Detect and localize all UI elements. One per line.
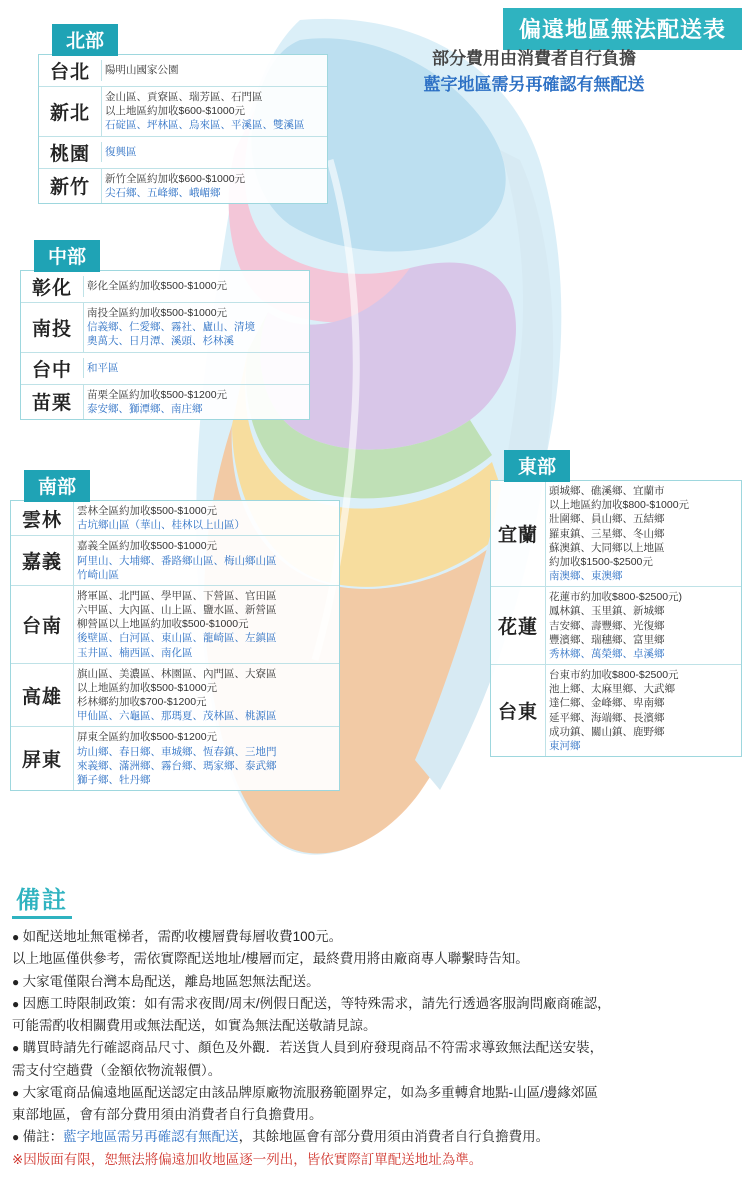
detail-line: 以上地區約加收$500-$1000元: [77, 681, 218, 694]
detail-line: 來義鄉、滿洲鄉、霧台鄉、瑪家鄉、泰武鄉: [77, 759, 277, 772]
table-row: [39, 55, 327, 87]
detail-line: 南投全區約加收$500-$1000元: [87, 307, 228, 319]
detail-line: 達仁鄉、金峰鄉、卑南鄉: [549, 697, 665, 710]
detail-line: 阿里山、大埔鄉、番路鄉山區、梅山鄉山區: [77, 554, 277, 567]
detail-line: 羅東鎮、三星鄉、冬山鄉: [549, 527, 665, 540]
region-block-east: [490, 450, 742, 757]
table-row: [21, 271, 309, 303]
note-item: [12, 1061, 738, 1081]
note-item: [12, 927, 738, 947]
city-detail: [545, 481, 741, 586]
detail-line: 六甲區、大內區、山上區、鹽水區、新營區: [77, 604, 277, 617]
bullet-icon: ●: [12, 930, 23, 944]
detail-line: 石碇區、坪林區、烏來區、平溪區、雙溪區: [105, 119, 305, 132]
detail-line: 玉井區、楠西區、南化區: [77, 646, 193, 659]
city-detail: [83, 385, 309, 419]
note-text-highlight: 藍字地區需另再確認有無配送: [63, 1129, 239, 1145]
region-header-south: 南部: [24, 470, 90, 502]
city-detail: [83, 303, 309, 352]
detail-line: 苗栗全區約加收$500-$1200元: [87, 388, 228, 401]
detail-line: 旗山區、美濃區、林園區、內門區、大寮區: [77, 667, 277, 680]
note-item: [12, 1083, 738, 1103]
table-row: [39, 137, 327, 169]
region-header-east: 東部: [504, 450, 570, 482]
note-text: 因應工時限制政策：如有需求夜間/周末/例假日配送，等特殊需求，請先行透過客服詢問廠商確認，: [22, 995, 611, 1011]
city-name: 新竹: [49, 177, 90, 199]
detail-line: 坊山鄉、春日鄉、車城鄉、恆春鎮、三地門: [77, 745, 277, 758]
detail-line: 獅子鄉、牡丹鄉: [77, 773, 151, 786]
subtitle-line-2: 藍字地區需另再確認有無配送: [423, 75, 645, 95]
table-row: [11, 501, 339, 536]
note-text: ，其餘地區會有部分費用須由消費者自行負擔費用。: [238, 1129, 550, 1145]
table-row: [491, 587, 741, 665]
city-detail: [73, 536, 339, 585]
city-name: 南投: [31, 318, 72, 340]
detail-line: 成功鎮、關山鎮、鹿野鄉: [549, 725, 665, 738]
region-header-central: 中部: [34, 240, 100, 272]
detail-line: 信義鄉、仁愛鄉、霧社、廬山、清境: [87, 321, 255, 334]
note-text: 以上地區僅供參考，需依實際配送地址/樓層而定，最終費用將由廠商專人聯繫時告知。: [12, 951, 529, 967]
note-text: 如配送地址無電梯者，需酌收樓層費每層收費100元。: [22, 929, 343, 944]
detail-line: 東河鄉: [549, 739, 581, 752]
table-row: [491, 481, 741, 587]
detail-line: 新竹全區約加收$600-$1000元: [105, 172, 246, 185]
bullet-icon: ●: [12, 1041, 23, 1056]
city-name: 台北: [49, 62, 90, 83]
region-block-south: [10, 470, 340, 791]
detail-line: 杉林鄉約加收$700-$1200元: [77, 696, 207, 709]
table-row: [11, 727, 339, 790]
notes-section: [0, 880, 750, 1172]
note-item: [12, 994, 738, 1014]
bullet-icon: ●: [12, 1130, 23, 1145]
note-item: [12, 972, 738, 992]
city-name: 台中: [31, 359, 72, 381]
detail-line: 尖石鄉、五峰鄉、峨嵋鄉: [105, 186, 221, 199]
region-block-central: [20, 240, 310, 420]
note-item: [12, 1105, 738, 1125]
detail-line: 復興區: [105, 145, 137, 158]
region-header-north: 北部: [52, 24, 118, 56]
city-detail: [101, 142, 327, 162]
detail-line: 頭城鄉、礁溪鄉、宜蘭市: [549, 485, 665, 497]
detail-line: 後壁區、白河區、東山區、龍崎區、左鎮區: [77, 632, 277, 645]
city-detail: [545, 665, 741, 756]
detail-line: 和平區: [87, 361, 119, 374]
table-row: [11, 536, 339, 586]
region-table-north: [38, 54, 328, 204]
city-name: 苗栗: [31, 393, 72, 415]
note-text: 購買時請先行確認商品尺寸、顏色及外觀．若送貨人員到府發現商品不符需求導致無法配送安裝，: [22, 1040, 604, 1056]
region-table-south: [10, 500, 340, 791]
table-row: [491, 665, 741, 756]
page-subtitle: [334, 46, 734, 99]
detail-line: 鳳林鎮、玉里鎮、新城鄉: [549, 605, 665, 618]
city-detail: [101, 169, 327, 203]
bullet-icon: ●: [12, 1085, 23, 1100]
city-detail: [545, 587, 741, 664]
city-name: 台東: [497, 702, 538, 724]
table-row: [11, 664, 339, 728]
detail-line: 竹崎山區: [77, 568, 119, 581]
detail-line: 豐濱鄉、瑞穗鄉、富里鄉: [549, 633, 665, 646]
note-item: [12, 1127, 738, 1147]
region-table-central: [20, 270, 310, 420]
detail-line: 以上地區約加收$800-$1000元: [549, 499, 690, 512]
detail-line: 金山區、貢寮區、瑞芳區、石門區: [105, 91, 263, 103]
note-item: [12, 1038, 738, 1058]
city-detail: [83, 276, 309, 296]
city-name: 新北: [49, 102, 90, 124]
note-text: 可能需酌收相關費用或無法配送，如實為無法配送敬請見諒。: [12, 1018, 377, 1033]
city-name: 高雄: [21, 686, 62, 708]
detail-line: 池上鄉、太麻里鄉、大武鄉: [549, 683, 675, 696]
detail-line: 延平鄉、海端鄉、長濱鄉: [549, 711, 665, 724]
table-row: [39, 169, 327, 203]
note-text: 需支付空趟費（金額依物流報價）。: [12, 1062, 222, 1078]
city-name: 台南: [21, 615, 62, 637]
table-row: [21, 353, 309, 385]
detail-line: 將軍區、北門區、學甲區、下營區、官田區: [77, 589, 277, 602]
note-text: ※因版面有限，恕無法將偏遠加收地區逐一列出，皆依實際訂單配送地址為準。: [12, 1151, 483, 1167]
detail-line: 壯圍鄉、員山鄉、五結鄉: [549, 513, 665, 526]
note-item: [12, 949, 738, 969]
city-detail: [73, 727, 339, 790]
note-item: [12, 1016, 738, 1036]
city-detail: [101, 60, 327, 80]
region-block-north: [38, 24, 328, 204]
detail-line: 台東市約加收$800-$2500元: [549, 669, 679, 682]
detail-line: 嘉義全區約加收$500-$1000元: [77, 540, 218, 553]
notes-title: 備註: [12, 880, 72, 919]
city-name: 花蓮: [497, 617, 538, 639]
city-detail: [101, 87, 327, 136]
bullet-icon: ●: [12, 996, 23, 1011]
city-name: 雲林: [21, 509, 62, 531]
detail-line: 泰安鄉、獅潭鄉、南庄鄉: [87, 402, 203, 415]
detail-line: 奧萬大、日月潭、溪頭、杉林溪: [87, 335, 234, 348]
table-row: [11, 586, 339, 664]
city-detail: [73, 664, 339, 727]
city-name: 宜蘭: [497, 525, 538, 547]
city-name: 桃園: [49, 143, 90, 165]
table-row: [21, 303, 309, 353]
city-detail: [83, 358, 309, 378]
detail-line: 蘇澳鎮、大同鄉以上地區: [549, 541, 665, 554]
note-text: 大家電僅限台灣本島配送，離島地區恕無法配送。: [22, 973, 320, 989]
detail-line: 彰化全區約加收$500-$1000元: [87, 280, 228, 293]
bullet-icon: ●: [12, 974, 23, 989]
detail-line: 以上地區約加收$600-$1000元: [105, 105, 246, 118]
detail-line: 吉安鄉、壽豐鄉、光復鄉: [549, 619, 665, 632]
table-row: [21, 385, 309, 419]
detail-line: 甲仙區、六龜區、那瑪夏、茂林區、桃源區: [77, 710, 277, 723]
detail-line: 花蓮市約加收$800-$2500元): [549, 591, 683, 604]
detail-line: 南澳鄉、東澳鄉: [549, 570, 623, 583]
detail-line: 古坑鄉山區（華山、桂林以上山區）: [77, 519, 245, 532]
detail-line: 柳營區以上地區約加收$500-$1000元: [77, 618, 249, 631]
note-text: 東部地區，會有部分費用須由消費者自行負擔費用。: [12, 1107, 323, 1122]
city-name: 嘉義: [21, 552, 62, 574]
note-text: 備註：: [22, 1129, 64, 1145]
region-table-east: [490, 480, 742, 757]
city-detail: [73, 501, 339, 535]
note-item: [12, 1150, 738, 1170]
detail-line: 約加收$1500-$2500元: [549, 555, 653, 568]
detail-line: 陽明山國家公園: [105, 64, 179, 77]
detail-line: 雲林全區約加收$500-$1000元: [77, 505, 218, 517]
city-detail: [73, 586, 339, 663]
city-name: 屏東: [21, 750, 62, 772]
subtitle-line-1: 部分費用由消費者自行負擔: [432, 49, 636, 68]
detail-line: 秀林鄉、萬榮鄉、卓溪鄉: [549, 647, 665, 660]
city-name: 彰化: [31, 278, 72, 299]
detail-line: 屏東全區約加收$500-$1200元: [77, 731, 218, 744]
notes-list: [12, 927, 738, 1170]
page-title: 偏遠地區無法配送表: [503, 8, 742, 50]
note-text: 大家電商品偏遠地區配送認定由該品牌原廠物流服務範圍界定，如為多重轉倉地點-山區/邊緣郊區: [22, 1084, 598, 1100]
table-row: [39, 87, 327, 137]
